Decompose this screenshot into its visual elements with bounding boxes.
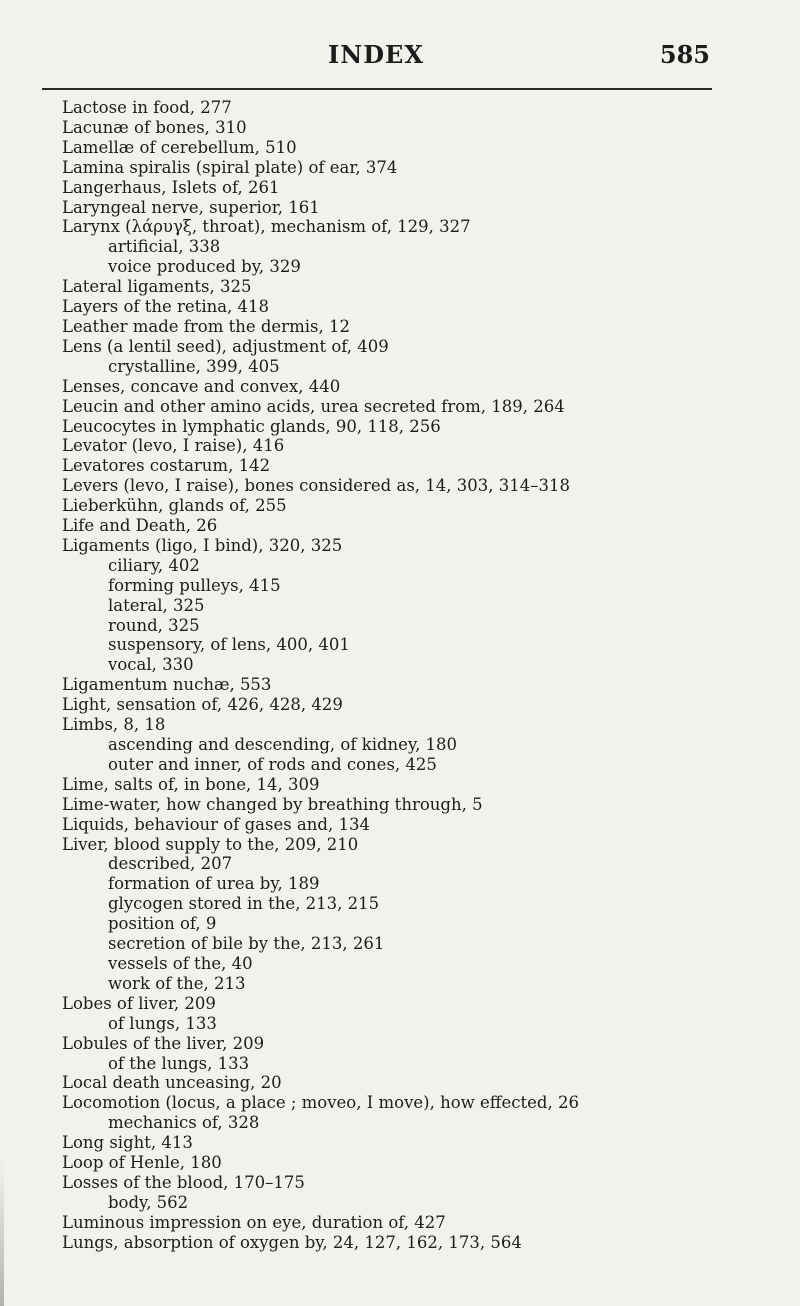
index-entry: Lamina spiralis (spiral plate) of ear, 374 bbox=[62, 157, 398, 177]
page-number: 585 bbox=[659, 40, 710, 69]
index-subentry: body, 562 bbox=[108, 1192, 189, 1212]
index-entry: Luminous impression on eye, duration of, 427 bbox=[62, 1212, 446, 1232]
index-entry: Losses of the blood, 170–175 bbox=[62, 1172, 305, 1192]
index-entry: Ligaments (ligo, I bind), 320, 325 bbox=[62, 535, 343, 555]
index-subentry: work of the, 213 bbox=[108, 973, 246, 993]
index-subentry: ciliary, 402 bbox=[108, 555, 200, 575]
index-entry: Lieberkühn, glands of, 255 bbox=[62, 496, 287, 516]
index-entry: Life and Death, 26 bbox=[62, 516, 218, 536]
index-subentry: crystalline, 399, 405 bbox=[108, 356, 280, 376]
index-entry: Larynx (λάρυγξ, throat), mechanism of, 129, 327 bbox=[62, 217, 471, 237]
index-subentry: ascending and descending, of kidney, 180 bbox=[108, 735, 458, 754]
index-entry: Lime, salts of, in bone, 14, 309 bbox=[62, 774, 320, 794]
index-subentry: vocal, 330 bbox=[108, 655, 194, 675]
index-entry: Light, sensation of, 426, 428, 429 bbox=[62, 695, 343, 715]
index-subentry: lateral, 325 bbox=[108, 595, 205, 615]
index-subentry: round, 325 bbox=[108, 615, 200, 635]
index-entry: Lime-water, how changed by breathing through, 5 bbox=[62, 794, 483, 814]
index-entry-list bbox=[62, 98, 782, 1253]
index-entry: Levator (levo, I raise), 416 bbox=[62, 436, 285, 456]
running-head bbox=[42, 40, 710, 76]
index-entry: Locomotion (locus, a place ; moveo, I move), how effected, 26 bbox=[62, 1093, 579, 1113]
index-entry: Leucocytes in lymphatic glands, 90, 118, 256 bbox=[62, 416, 441, 436]
index-subentry: voice produced by, 329 bbox=[108, 257, 301, 277]
index-subentry: of lungs, 133 bbox=[108, 1013, 217, 1033]
index-entry: Lungs, absorption of oxygen by, 24, 127, 162, 173, 564 bbox=[62, 1232, 522, 1252]
index-subentry: formation of urea by, 189 bbox=[108, 874, 320, 894]
index-entry: Lobes of liver, 209 bbox=[62, 993, 216, 1013]
index-entry: Lenses, concave and convex, 440 bbox=[62, 376, 341, 396]
header-rule bbox=[42, 88, 712, 90]
index-subentry: position of, 9 bbox=[108, 914, 217, 934]
index-entry: Lactose in food, 277 bbox=[62, 98, 232, 117]
index-entry: Leather made from the dermis, 12 bbox=[62, 316, 350, 336]
index-subentry: forming pulleys, 415 bbox=[108, 575, 281, 595]
index-subentry: secretion of bile by the, 213, 261 bbox=[108, 934, 385, 954]
index-entry: Laryngeal nerve, superior, 161 bbox=[62, 197, 320, 217]
index-entry: Lacunæ of bones, 310 bbox=[62, 117, 247, 137]
index-entry: Lens (a lentil seed), adjustment of, 409 bbox=[62, 336, 389, 356]
index-entry: Ligamentum nuchæ, 553 bbox=[62, 675, 272, 695]
page-edge-shadow bbox=[0, 1160, 4, 1306]
index-entry: Liver, blood supply to the, 209, 210 bbox=[62, 834, 359, 854]
index-subentry: suspensory, of lens, 400, 401 bbox=[108, 635, 350, 655]
index-entry: Lateral ligaments, 325 bbox=[62, 277, 252, 297]
index-subentry: artificial, 338 bbox=[108, 237, 221, 257]
index-subentry: outer and inner, of rods and cones, 425 bbox=[108, 754, 437, 774]
index-entry: Long sight, 413 bbox=[62, 1133, 193, 1153]
index-entry: Leucin and other amino acids, urea secreted from, 189, 264 bbox=[62, 396, 565, 416]
index-subentry: glycogen stored in the, 213, 215 bbox=[108, 894, 380, 914]
index-subentry: described, 207 bbox=[108, 854, 233, 874]
index-entry: Langerhaus, Islets of, 261 bbox=[62, 177, 280, 197]
index-entry: Lobules of the liver, 209 bbox=[62, 1033, 265, 1053]
index-entry: Lamellæ of cerebellum, 510 bbox=[62, 137, 297, 157]
index-entry: Liquids, behaviour of gases and, 134 bbox=[62, 814, 370, 834]
index-entry: Levatores costarum, 142 bbox=[62, 456, 271, 476]
index-entry: Loop of Henle, 180 bbox=[62, 1153, 222, 1173]
page-title: INDEX bbox=[328, 40, 424, 69]
index-entry: Levers (levo, I raise), bones considered as, 14, 303, 314–318 bbox=[62, 476, 570, 496]
index-subentry: vessels of the, 40 bbox=[108, 953, 253, 973]
index-entry: Layers of the retina, 418 bbox=[62, 297, 270, 317]
index-subentry: mechanics of, 328 bbox=[108, 1113, 260, 1133]
index-entry: Limbs, 8, 18 bbox=[62, 715, 166, 735]
index-entry: Local death unceasing, 20 bbox=[62, 1073, 282, 1093]
index-subentry: of the lungs, 133 bbox=[108, 1053, 250, 1073]
